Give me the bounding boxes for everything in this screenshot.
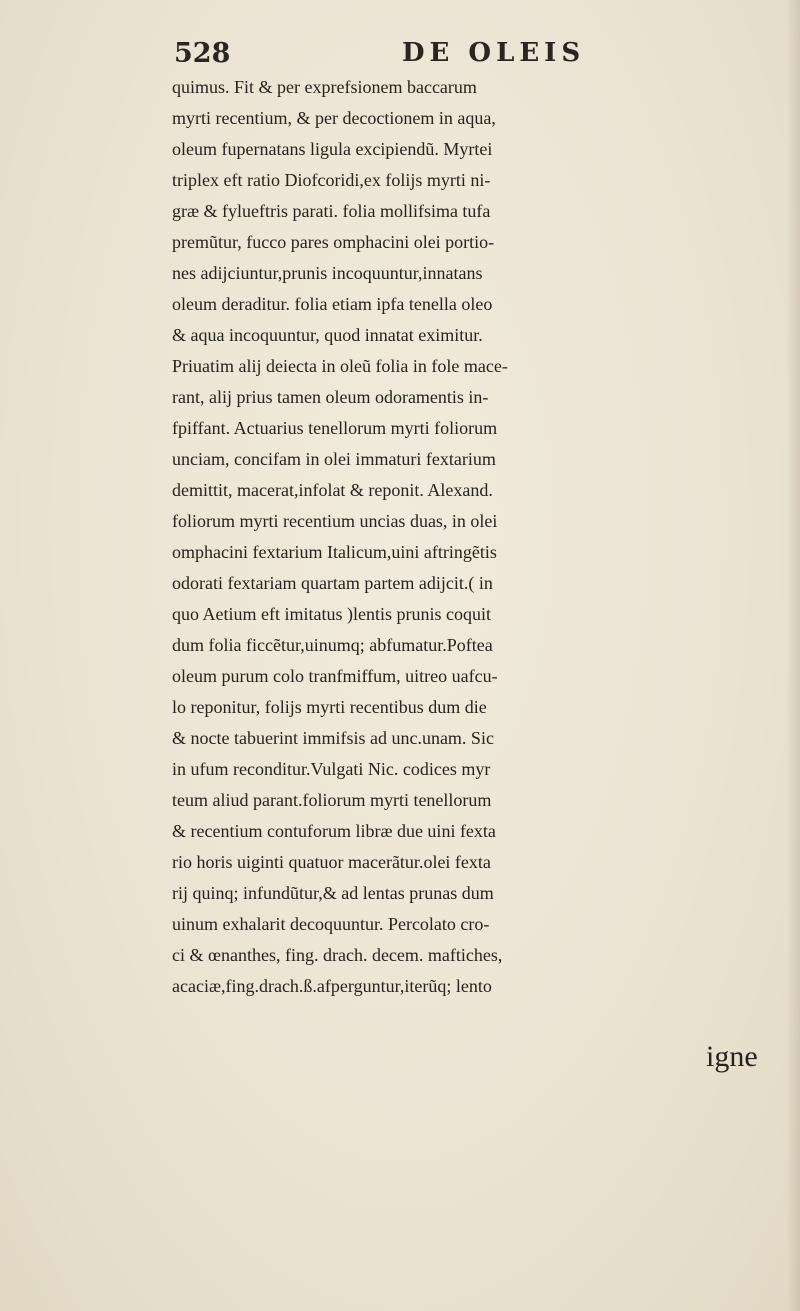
text-line: odorati fextariam quartam partem adijcit.( in <box>172 573 493 593</box>
text-line: acaciæ,fing.drach.ß.afperguntur,iterũq; lento <box>172 976 492 996</box>
text-line: oleum fupernatans ligula excipiendũ. Myrtei <box>172 139 493 159</box>
running-title: DE OLEIS <box>402 38 586 68</box>
text-line: rij quinq; infundũtur,& ad lentas prunas dum <box>172 883 494 903</box>
text-line: omphacini fextarium Italicum,uini aftringẽtis <box>172 542 497 562</box>
text-line: premũtur, fucco pares omphacini olei portio- <box>172 232 495 252</box>
text-line: rant, alij prius tamen oleum odoramentis in- <box>172 387 489 407</box>
text-line: ci & œnanthes, fing. drach. decem. maftiches, <box>172 945 503 965</box>
text-line: fpiffant. Actuarius tenellorum myrti foliorum <box>172 418 498 438</box>
text-line: myrti recentium, & per decoctionem in aqua, <box>172 108 496 128</box>
text-line: græ & fylueftris parati. folia mollifsima tufa <box>172 201 491 221</box>
text-line: & recentium contuforum libræ due uini fexta <box>172 821 496 841</box>
text-line: quo Aetium eft imitatus )lentis prunis coquit <box>172 604 491 624</box>
text-line: lo reponitur, folijs myrti recentibus dum die <box>172 697 487 717</box>
page-number: 528 <box>174 38 231 69</box>
catchword: igne <box>706 1040 758 1073</box>
running-head <box>0 38 800 72</box>
text-line: triplex eft ratio Diofcoridi,ex folijs myrti ni- <box>172 170 491 190</box>
text-line: Priuatim alij deiecta in oleũ folia in fole mace- <box>172 356 508 376</box>
text-line: uinum exhalarit decoquuntur. Percolato cro- <box>172 914 490 934</box>
text-line: quimus. Fit & per exprefsionem baccarum <box>172 77 477 97</box>
text-line: & nocte tabuerint immifsis ad unc.unam. Sic <box>172 728 494 748</box>
text-line: demittit, macerat,infolat & reponit. Alexand. <box>172 480 493 500</box>
text-line: in ufum reconditur.Vulgati Nic. codices myr <box>172 759 491 779</box>
text-line: & aqua incoquuntur, quod innatat eximitur. <box>172 325 483 345</box>
text-line: teum aliud parant.foliorum myrti tenellorum <box>172 790 492 810</box>
text-line: foliorum myrti recentium uncias duas, in olei <box>172 511 498 531</box>
text-line: dum folia ficcẽtur,uinumq; abfumatur.Poftea <box>172 635 493 655</box>
text-line: unciam, concifam in olei immaturi fextarium <box>172 449 496 469</box>
text-line: nes adijciuntur,prunis incoquuntur,innatans <box>172 263 483 283</box>
body-text <box>172 72 792 1002</box>
text-line: oleum purum colo tranfmiffum, uitreo uafcu- <box>172 666 498 686</box>
text-line: oleum deraditur. folia etiam ipfa tenella oleo <box>172 294 493 314</box>
text-line: rio horis uiginti quatuor macerãtur.olei fexta <box>172 852 491 872</box>
